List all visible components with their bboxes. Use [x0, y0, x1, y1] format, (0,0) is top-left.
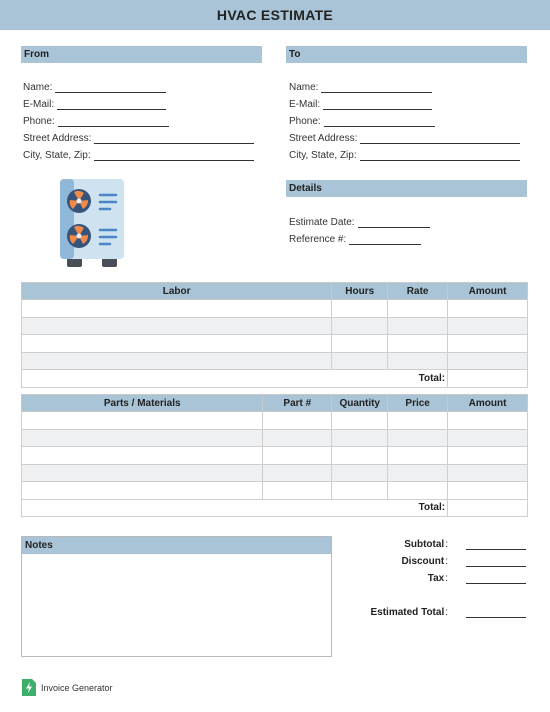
discount-row: Discount : — [401, 556, 448, 567]
footer-brand[interactable] — [22, 679, 113, 696]
to-city-label: City, State, Zip: — [289, 150, 357, 161]
labor-col-labor: Labor — [22, 283, 332, 300]
from-name-field[interactable] — [23, 82, 166, 93]
parts-col-quantity: Quantity — [332, 395, 388, 412]
from-city-label: City, State, Zip: — [23, 150, 91, 161]
estimated-total-row: Estimated Total : — [370, 607, 448, 618]
from-heading: From — [21, 46, 262, 63]
estimate-date-label: Estimate Date: — [289, 217, 355, 228]
tax-value[interactable] — [466, 573, 526, 584]
table-row[interactable] — [22, 352, 528, 370]
to-phone-field[interactable] — [289, 116, 435, 127]
to-heading: To — [286, 46, 527, 63]
hvac-unit-icon — [58, 178, 126, 270]
subtotal-row: Subtotal : — [404, 539, 448, 550]
from-street-label: Street Address: — [23, 133, 92, 144]
discount-value[interactable] — [466, 556, 526, 567]
to-phone-label: Phone: — [289, 116, 321, 127]
table-row[interactable] — [22, 335, 528, 353]
notes-box[interactable] — [21, 536, 332, 657]
parts-total-value[interactable] — [448, 499, 528, 517]
table-row[interactable] — [22, 447, 528, 465]
labor-total-label: Total: — [22, 370, 448, 388]
parts-total-row — [22, 499, 528, 517]
from-email-label: E-Mail: — [23, 99, 55, 110]
labor-col-amount: Amount — [448, 283, 528, 300]
labor-header-row — [22, 283, 528, 300]
labor-table — [21, 282, 528, 388]
tax-row: Tax : — [427, 573, 448, 584]
labor-total-value[interactable] — [448, 370, 528, 388]
table-row[interactable] — [22, 429, 528, 447]
from-street-field[interactable] — [23, 133, 254, 144]
to-email-field[interactable] — [289, 99, 432, 110]
reference-field[interactable] — [289, 234, 421, 245]
table-row[interactable] — [22, 482, 528, 500]
to-name-label: Name: — [289, 82, 319, 93]
parts-col-price: Price — [388, 395, 448, 412]
table-row[interactable] — [22, 464, 528, 482]
labor-col-rate: Rate — [388, 283, 448, 300]
invoice-generator-logo-icon — [22, 679, 36, 696]
to-street-field[interactable] — [289, 133, 520, 144]
from-name-label: Name: — [23, 82, 53, 93]
to-city-field[interactable] — [289, 150, 520, 161]
parts-table — [21, 394, 528, 517]
parts-col-amount: Amount — [448, 395, 528, 412]
from-email-field[interactable] — [23, 99, 166, 110]
title-bar — [0, 0, 550, 30]
parts-col-part-number: Part # — [263, 395, 332, 412]
to-street-label: Street Address: — [289, 133, 358, 144]
estimated-total-label: Estimated Total — [370, 607, 445, 618]
table-row[interactable] — [22, 317, 528, 335]
discount-label: Discount — [401, 556, 445, 567]
parts-header-row — [22, 395, 528, 412]
table-row[interactable] — [22, 300, 528, 318]
subtotal-value[interactable] — [466, 539, 526, 550]
from-city-field[interactable] — [23, 150, 254, 161]
from-phone-label: Phone: — [23, 116, 55, 127]
subtotal-label: Subtotal — [404, 539, 445, 550]
parts-total-label: Total: — [22, 499, 448, 517]
details-heading: Details — [286, 180, 527, 197]
to-email-label: E-Mail: — [289, 99, 321, 110]
table-row[interactable] — [22, 412, 528, 430]
to-name-field[interactable] — [289, 82, 432, 93]
labor-total-row — [22, 370, 528, 388]
estimated-total-value[interactable] — [466, 607, 526, 618]
notes-heading: Notes — [22, 537, 331, 554]
from-phone-field[interactable] — [23, 116, 169, 127]
parts-col-materials: Parts / Materials — [22, 395, 263, 412]
labor-col-hours: Hours — [332, 283, 388, 300]
page-title: HVAC ESTIMATE — [216, 7, 334, 23]
estimate-date-field[interactable] — [289, 217, 430, 228]
brand-name: Invoice Generator — [41, 682, 113, 693]
tax-label: Tax — [427, 573, 445, 584]
reference-label: Reference #: — [289, 234, 347, 245]
